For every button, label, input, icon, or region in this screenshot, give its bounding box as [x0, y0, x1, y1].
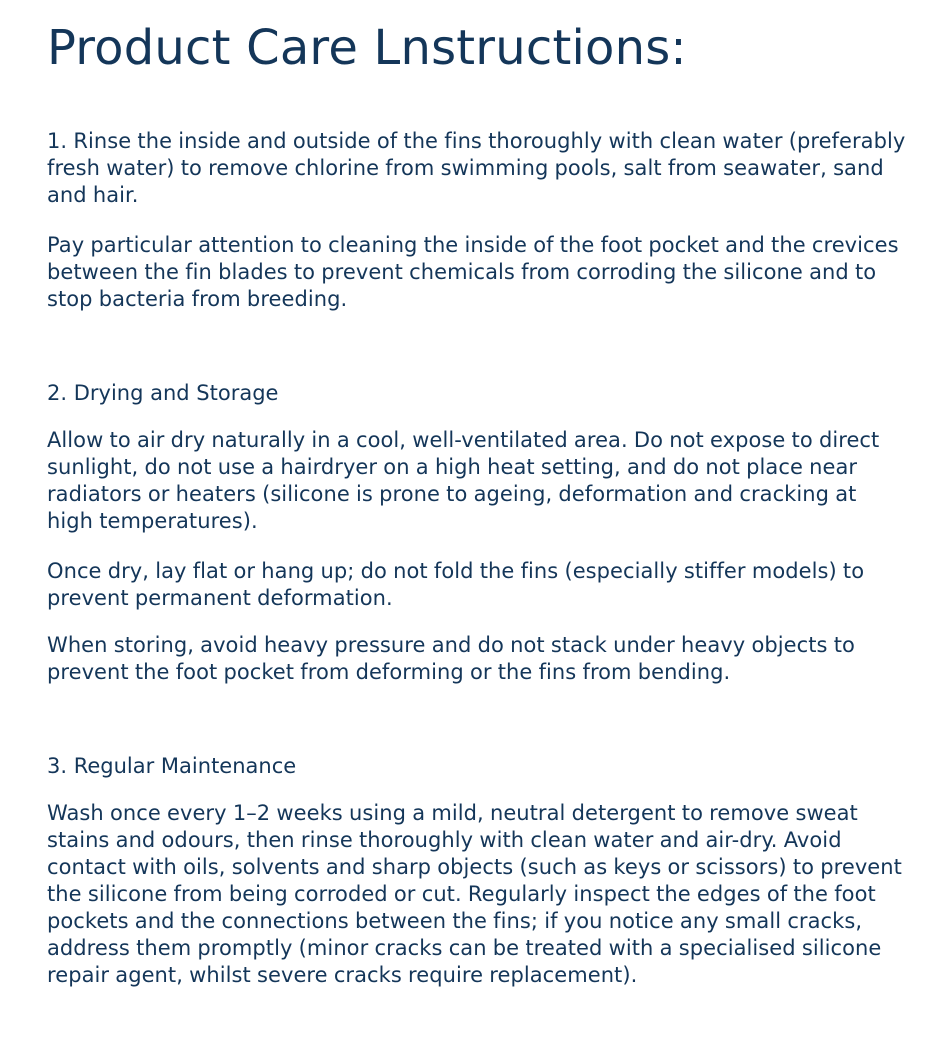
drying-storage-heading: 2. Drying and Storage — [47, 381, 279, 405]
foot-pocket-cleaning-paragraph: Pay particular attention to cleaning the inside of the foot pocket and the crevices between the fin blades to prevent chemicals from corroding the silicone and to stop bacteria from breeding. — [47, 233, 899, 311]
washing-paragraph: Wash once every 1–2 weeks using a mild, neutral detergent to remove sweat stains and odours, then rinse thoroughly with clean water and air-dry. Avoid contact with oils, solvents and sharp objects (such as keys or scissors) to prevent the silicone from being corroded or cut. Regularly inspect the edges of the foot pockets and the connections between the fins; if you notice any small cracks, address them promptly (minor cracks can be treated with a specialised silicone repair agent, whilst severe cracks require replacement). — [47, 801, 902, 987]
lay-flat-paragraph: Once dry, lay flat or hang up; do not fold the fins (especially stiffer models) to prevent permanent deformation. — [47, 559, 865, 610]
rinse-paragraph: 1. Rinse the inside and outside of the fins thoroughly with clean water (preferably fresh water) to remove chlorine from swimming pools, salt from seawater, sand and hair. — [47, 129, 906, 207]
storing-paragraph: When storing, avoid heavy pressure and do not stack under heavy objects to prevent the foot pocket from deforming or the fins from bending. — [47, 633, 855, 684]
air-dry-paragraph: Allow to air dry naturally in a cool, well-ventilated area. Do not expose to direct sunlight, do not use a hairdryer on a high heat setting, and do not place near radiators or heaters (silicone is prone to ageing, deformation and cracking at high temperatures). — [47, 428, 880, 533]
page-title: Product Care Lnstructions: — [47, 20, 687, 76]
regular-maintenance-heading: 3. Regular Maintenance — [47, 754, 297, 778]
